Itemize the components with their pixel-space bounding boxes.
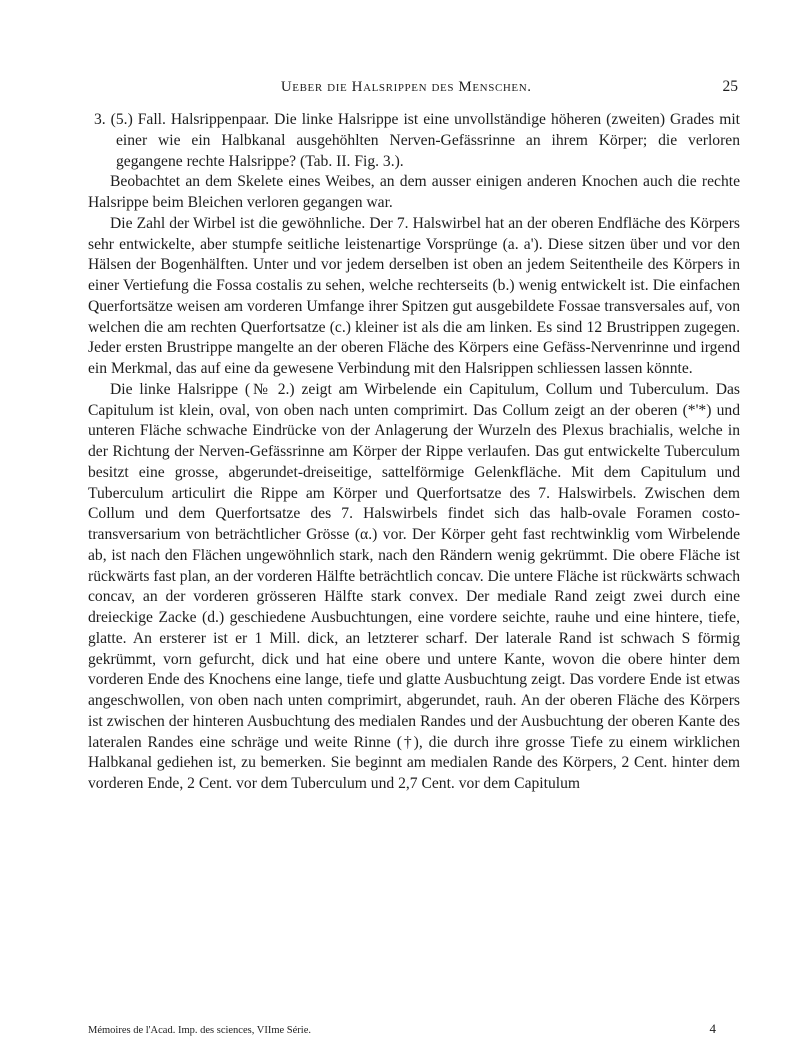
paragraph-observation: Beobachtet an dem Skelete eines Weibes, an dem ausser einigen anderen Knochen auch die rechte Halsrippe beim Bleichen verloren gegangen war. — [88, 173, 740, 211]
paragraph-vertebrae: Die Zahl der Wirbel ist die gewöhnliche. Der 7. Halswirbel hat an der oberen Endfläche des Körpers sehr entwickelte, aber stumpfe seitliche leistenartige Vorsprünge (a. a'). Diese sitzen über und vor den Hälsen der Bogenhälften. Unter und vor jedem derselben ist oben an jedem Seitentheile des Körpers in einer Vertiefung die Fossa costalis zu sehen, welche rechterseits (b.) wenig entwickelt ist. Die einfachen Querfortsätze weisen am vorderen Umfange ihrer Spitzen gut ausgebildete Fossae transversales auf, von welchen die am rechten Querfortsatze (c.) kleiner ist als die am linken. Es sind 12 Brustrippen zugegen. Jeder ersten Brustrippe mangelte an der oberen Fläche des Körpers eine Gefäss-Nervenrinne und irgend ein Merkmal, das auf eine da gewesene Verbindung mit den Halsrippen schliessen lassen könnte. — [88, 214, 740, 377]
case-heading-paragraph: 3. (5.) Fall. Halsrippenpaar. Die linke Halsrippe ist eine unvollständige höheren (zweiten) Grades mit einer wie ein Halbkanal ausgehöhlten Nerven-Gefässrinne an ihrem Körper; die verloren gegangene rechte Halsrippe? (Tab. II. Fig. 3.). — [94, 111, 740, 170]
imprint-line: Mémoires de l'Acad. Imp. des sciences, VIIme Série. — [88, 1025, 312, 1036]
running-title: Ueber die Halsrippen des Menschen. — [280, 79, 532, 95]
signature-mark: 4 — [709, 1021, 716, 1036]
body-text — [88, 110, 740, 795]
page-header — [90, 78, 738, 96]
paragraph-left-cervical-rib: Die linke Halsrippe (№ 2.) zeigt am Wirbelende ein Capitulum, Collum und Tuberculum. Das Capitulum ist klein, oval, von oben nach unten comprimirt. Das Collum zeigt an der oberen (*'*) und unteren Fläche schwache Eindrücke von der Anlagerung der Wurzeln des Plexus brachialis, welche in der Richtung der Nerven-Gefässrinne am Körper der Rippe verlaufen. Das gut entwickelte Tuberculum besitzt eine grosse, abgerundet-dreiseitige, sattelförmige Gelenkfläche. Mit dem Capitulum und Tuberculum articulirt die Rippe am Körper und Querfortsatze des 7. Halswirbels. Zwischen dem Collum und dem Querfortsatze des 7. Halswirbels findet sich das halb-ovale Foramen costo-transversarium von beträchtlicher Grösse (α.) vor. Der Körper geht fast rechtwinklig vom Wirbelende ab, ist nach den Flächen ungewöhnlich stark, nach den Rändern wenig gekrümmt. Die obere Fläche ist rückwärts fast plan, an der vorderen Hälfte beträchtlich concav. Die untere Fläche ist rückwärts schwach concav, an der vorderen grösseren Hälfte stark convex. Der mediale Rand zeigt zwei durch eine dreieckige Zacke (d.) geschiedene Ausbuchtungen, eine vordere seichte, rauhe und eine hintere, tiefe, glatte. An ersterer ist er 1 Mill. dick, an letzterer scharf. Der laterale Rand ist schwach S förmig gekrümmt, vorn gefurcht, dick und hat eine obere und untere Kante, wovon die obere hinter dem vorderen Ende des Knochens eine lange, tiefe und glatte Ausbuchtung zeigt. Das vordere Ende ist etwas angeschwollen, von oben nach unten comprimirt, abgerundet, rauh. An der oberen Fläche des Körpers ist zwischen der hinteren Ausbuchtung des medialen Randes und der Ausbuchtung der oberen Kante des lateralen Randes eine schräge und weite Rinne (†), die durch ihre grosse Tiefe zu einem wirklichen Halbkanal gediehen ist, zu bemerken. Sie beginnt am medialen Rande des Körpers, 2 Cent. hinter dem vorderen Ende, 2 Cent. vor dem Tuberculum und 2,7 Cent. vor dem Capitulum — [88, 380, 740, 792]
page-number: 25 — [722, 78, 738, 95]
page-footer — [88, 1021, 740, 1037]
